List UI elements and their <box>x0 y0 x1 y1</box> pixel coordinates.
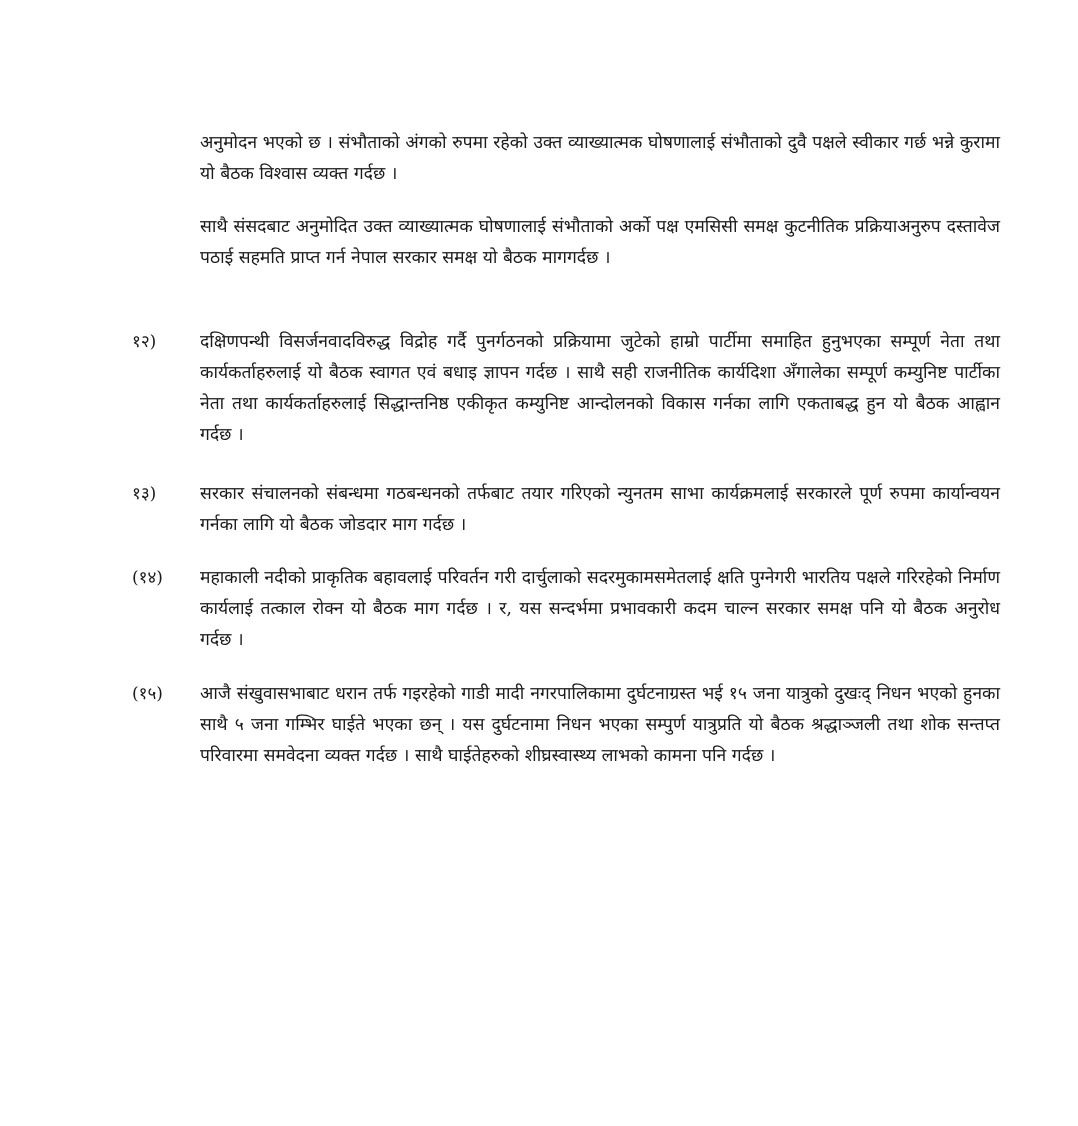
paragraph-text: दक्षिणपन्थी विसर्जनवादविरुद्ध विद्रोह गर्दै पुनर्गठनको प्रक्रियामा जुटेको हाम्रो पार्टीमा समाहित हुनुभएका सम्पूर्ण नेता तथा कार्यकर्ताहरुलाई यो बैठक स्वागत एवं बधाइ ज्ञापन गर्दछ । साथै सही राजनीतिक कार्यदिशा अँगालेका सम्पूर्ण कम्युनिष्ट पार्टीका नेता तथा कार्यकर्ताहरुलाई सिद्धान्तनिष्ठ एकीकृत कम्युनिष्ट आन्दोलनको विकास गर्नका लागि एकताबद्ध हुन यो बैठक आह्वान गर्दछ । <box>200 332 1000 445</box>
paragraph-number: १३) <box>132 484 157 504</box>
paragraph-number: १२) <box>132 332 157 352</box>
paragraph-text: सरकार संचालनको संबन्धमा गठबन्धनको तर्फबाट तयार गरिएको न्युनतम साभा कार्यक्रमलाई सरकारले पूर्ण रुपमा कार्यान्वयन गर्नका लागि यो बैठक जोडदार माग गर्दछ । <box>200 484 1000 535</box>
paragraph-number: (१४) <box>132 568 163 588</box>
paragraph-text: साथै संसदबाट अनुमोदित उक्त व्याख्यात्मक घोषणालाई संभौताको अर्को पक्ष एमसिसी समक्ष कुटनीतिक प्रक्रियाअनुरुप दस्तावेज पठाई सहमति प्राप्त गर्न नेपाल सरकार समक्ष यो बैठक मागगर्दछ । <box>200 217 1000 268</box>
paragraph-text: महाकाली नदीको प्राकृतिक बहावलाई परिवर्तन गरी दार्चुलाको सदरमुकामसमेतलाई क्षति पुग्नेगरी भारतिय पक्षले गरिरहेको निर्माण कार्यलाई तत्काल रोक्न यो बैठक माग गर्दछ । र, यस सन्दर्भमा प्रभावकारी कदम चाल्न सरकार समक्ष पनि यो बैठक अनुरोध गर्दछ । <box>200 568 1000 650</box>
paragraph-number: (१५) <box>132 684 163 704</box>
paragraph-text: आजै संखुवासभाबाट धरान तर्फ गइरहेको गाडी मादी नगरपालिकामा दुर्घटनाग्रस्त भई १५ जना यात्रुको दुखःद् निधन भएको हुनका साथै ५ जना गम्भिर घाईते भएका छन् । यस दुर्घटनामा निधन भएका सम्पुर्ण यात्रुप्रति यो बैठक श्रद्धाञ्जली तथा शोक सन्तप्त परिवारमा समवेदना व्यक्त गर्दछ । साथै घाईतेहरुको शीघ्रस्वास्थ्य लाभको कामना पनि गर्दछ । <box>200 684 1000 766</box>
paragraph-text: अनुमोदन भएको छ । संभौताको अंगको रुपमा रहेको उक्त व्याख्यात्मक घोषणालाई संभौताको दुवै पक्षले स्वीकार गर्छ भन्ने कुरामा यो बैठक विश्वास व्यक्त गर्दछ । <box>200 133 1000 184</box>
